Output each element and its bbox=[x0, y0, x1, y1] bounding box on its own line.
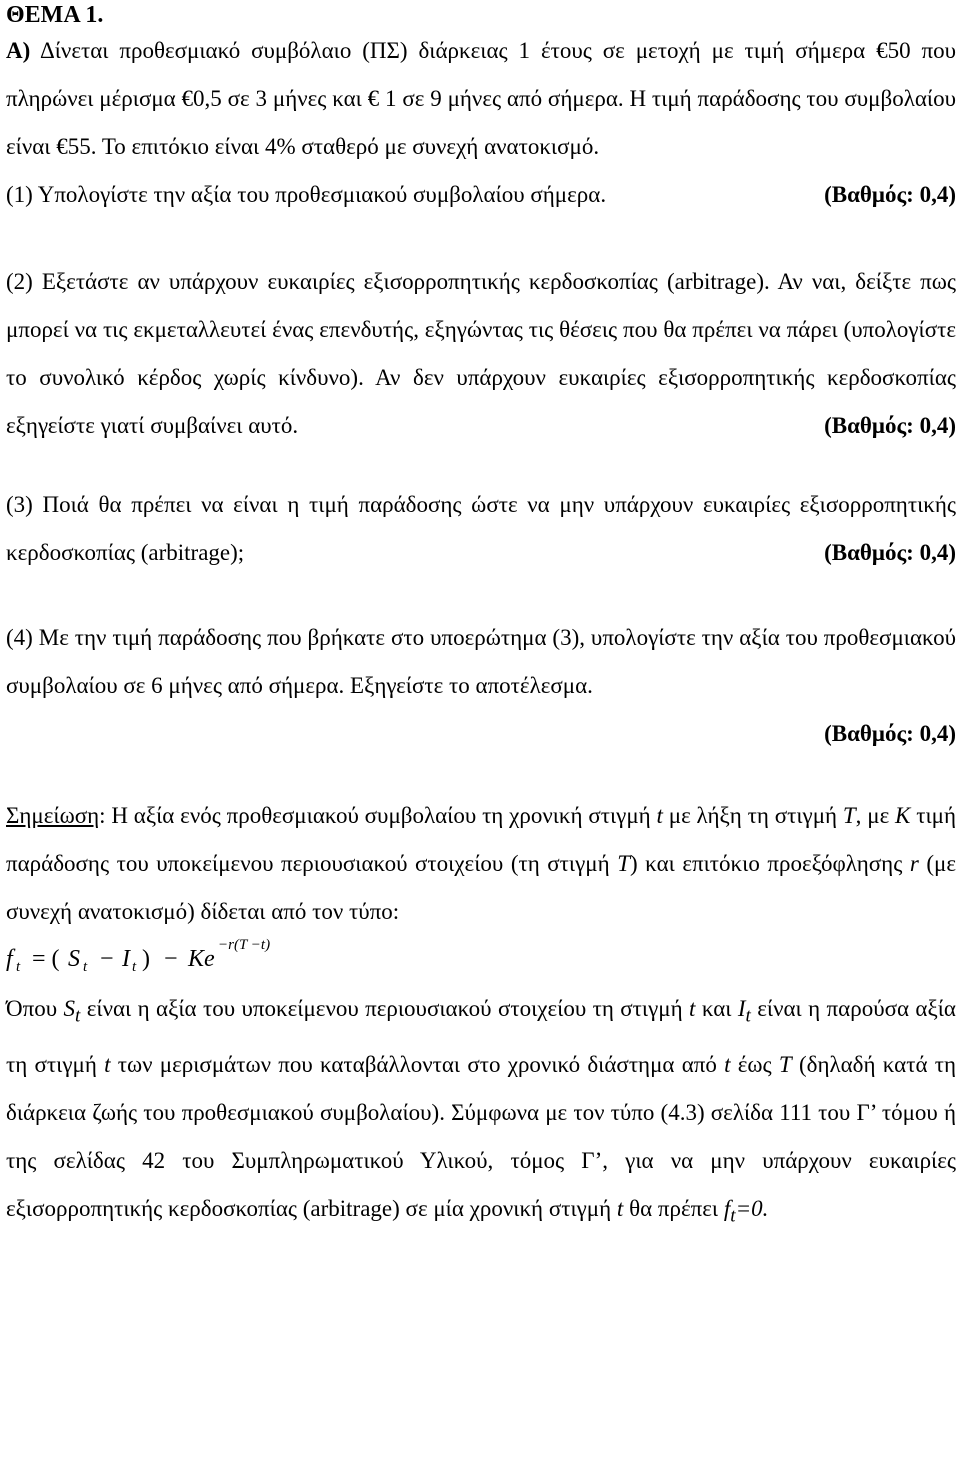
question-1-grade: (Βαθμός: 0,4) bbox=[824, 182, 956, 207]
explanation-paragraph bbox=[6, 985, 956, 1240]
explanation-text: έως bbox=[730, 1051, 779, 1077]
question-3-text: (3) Ποιά θα πρέπει να είναι η τιμή παράδοσης ώστε να μην υπάρχουν ευκαιρίες εξισορροπητικής κερδοσκοπίας (arbitrage); bbox=[6, 492, 956, 565]
question-3-grade: (Βαθμός: 0,4) bbox=[824, 540, 956, 565]
explanation-text: =0. bbox=[735, 1195, 769, 1221]
var-f: f bbox=[723, 1195, 731, 1221]
var-T: T bbox=[617, 851, 630, 876]
note-text: τιμή παράδοσης του υποκείμενου περιουσιακού στοιχείου (τη στιγμή bbox=[6, 803, 956, 876]
explanation-text: των μερισμάτων που καταβάλλονται στο χρονικό διάστημα από bbox=[110, 1051, 725, 1077]
formula-sub-t: t bbox=[16, 959, 21, 975]
var-t: t bbox=[724, 1051, 731, 1077]
part-a-label: Α) bbox=[6, 38, 31, 63]
var-T: T bbox=[778, 1051, 792, 1077]
note-text: με λήξη τη στιγμή bbox=[662, 803, 843, 828]
var-t: t bbox=[656, 803, 663, 828]
question-1-text: (1) Υπολογίστε την αξία του προθεσμιακού συμβολαίου σήμερα. bbox=[6, 182, 607, 207]
formula-eq: = ( bbox=[32, 946, 60, 972]
note-text: , με bbox=[855, 803, 896, 828]
note-text: (με συνεχή ανατοκισμό) δίδεται από τον τύπο: bbox=[6, 851, 957, 924]
question-4-text: (4) Με την τιμή παράδοσης που βρήκατε στο υποερώτημα (3), υπολογίστε την αξία του προθεσμιακού συμβολαίου σε 6 μήνες από σήμερα. Εξηγείστε το αποτέλεσμα. bbox=[6, 625, 956, 698]
formula-exponent: −r(T −t) bbox=[218, 937, 271, 953]
note-label: Σημείωση bbox=[6, 803, 100, 828]
var-sub-t: t bbox=[745, 1005, 751, 1027]
explanation-text: (δηλαδή κατά τη διάρκεια ζωής του προθεσμιακού συμβολαίου). Σύμφωνα με τον τύπο (4.3) σελίδα 111 του Γ’ τόμου ή της σελίδας 42 του Συμπληρωματικού Υλικού, τόμος Γ’, για να μην υπάρχουν ευκαιρίες εξισορροπητικής κερδοσκοπίας (arbitrage) σε μία χρονική στιγμή bbox=[6, 1051, 957, 1221]
var-t: t bbox=[689, 996, 696, 1021]
question-2 bbox=[6, 258, 956, 450]
question-4 bbox=[6, 614, 956, 758]
formula-f: f bbox=[6, 946, 13, 972]
formula-sub-t: t bbox=[83, 959, 88, 975]
formula-minus: − bbox=[100, 946, 114, 972]
question-3 bbox=[6, 481, 956, 577]
explanation-text: είναι η παρούσα αξία τη στιγμή bbox=[6, 996, 956, 1077]
var-I: I bbox=[737, 996, 746, 1021]
var-sub-t: t bbox=[730, 1205, 736, 1227]
formula-S: S bbox=[68, 946, 80, 972]
formula-minus: − bbox=[164, 946, 178, 972]
part-a-intro bbox=[6, 27, 956, 171]
explanation-text: είναι η αξία του υποκείμενου περιουσιακού στοιχείου τη στιγμή bbox=[80, 996, 690, 1021]
var-t: t bbox=[616, 1195, 624, 1221]
var-K: K bbox=[895, 803, 911, 828]
question-2-text: (2) Εξετάστε αν υπάρχουν ευκαιρίες εξισορροπητικής κερδοσκοπίας (arbitrage). Αν ναι, δείξτε πως μπορεί να τις εκμεταλλευτεί ένας επενδυτής, εξηγώντας τις θέσεις που θα πρέπει να πάρει (υπολογίστε το συνολικό κέρδος χωρίς κίνδυνο). Αν δεν υπάρχουν ευκαιρίες εξισορροπητικής κερδοσκοπίας εξηγείστε γιατί συμβαίνει αυτό. bbox=[6, 269, 956, 438]
var-t: t bbox=[104, 1051, 111, 1077]
note-text: ) και επιτόκιο προεξόφλησης bbox=[629, 851, 910, 876]
explanation-text: και bbox=[695, 996, 738, 1021]
question-4-grade: (Βαθμός: 0,4) bbox=[824, 721, 956, 746]
question-1 bbox=[6, 171, 956, 219]
note-text: : Η αξία ενός προθεσμιακού συμβολαίου τη χρονική στιγμή bbox=[99, 803, 657, 828]
var-sub-t: t bbox=[75, 1005, 81, 1027]
var-r: r bbox=[909, 851, 919, 876]
explanation-text: θα πρέπει bbox=[623, 1195, 724, 1221]
formula-I: I bbox=[122, 946, 130, 972]
section-title: ΘΕΜΑ 1. bbox=[6, 2, 104, 28]
formula-close: ) bbox=[142, 946, 150, 972]
var-T: T bbox=[842, 803, 856, 828]
question-2-grade: (Βαθμός: 0,4) bbox=[824, 413, 956, 438]
note-paragraph bbox=[6, 792, 956, 936]
formula-sub-t: t bbox=[132, 959, 137, 975]
part-a-intro-text: Δίνεται προθεσμιακό συμβόλαιο (ΠΣ) διάρκειας 1 έτους σε μετοχή με τιμή σήμερα €50 που πληρώνει μέρισμα €0,5 σε 3 μήνες και € 1 σε 9 μήνες από σήμερα. Η τιμή παράδοσης του συμβολαίου είναι €55. Το επιτόκιο είναι 4% σταθερό με συνεχή ανατοκισμό. bbox=[6, 38, 956, 159]
formula bbox=[6, 935, 956, 983]
var-S: S bbox=[63, 996, 76, 1021]
explanation-text: Όπου bbox=[6, 996, 64, 1021]
formula-Ke: Ke bbox=[188, 946, 215, 972]
